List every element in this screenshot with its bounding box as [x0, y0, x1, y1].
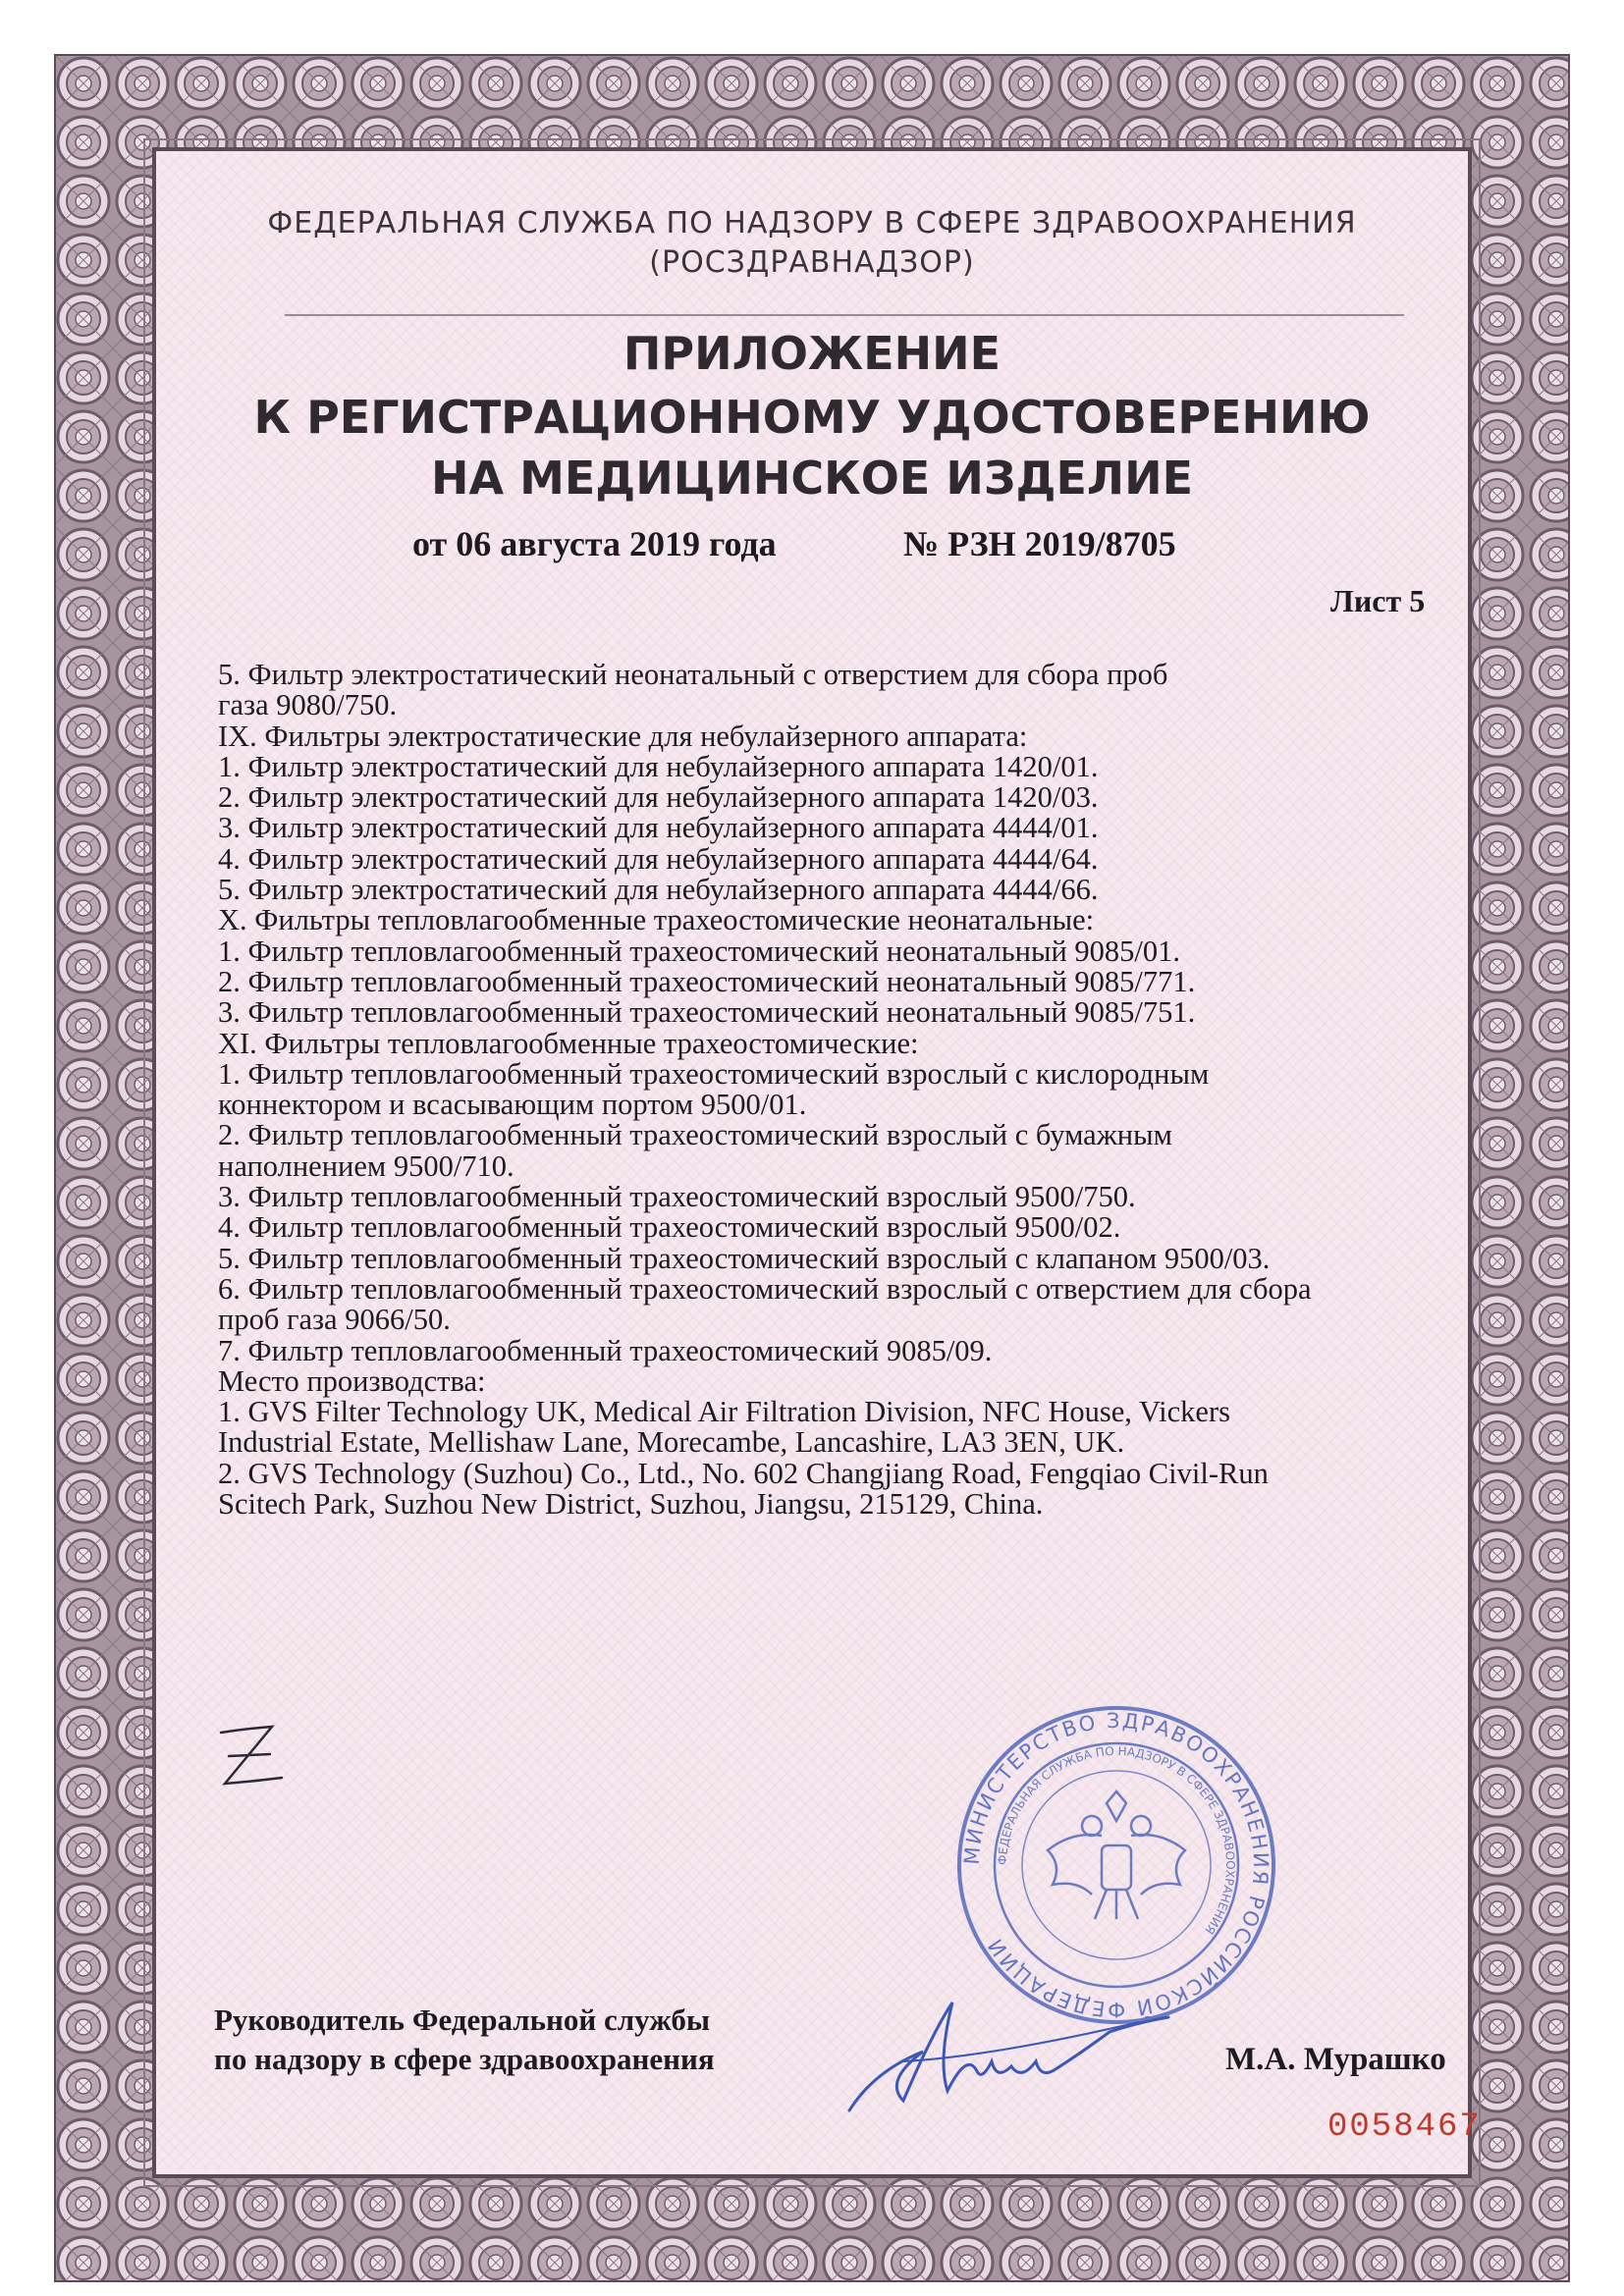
signatory-title-line2: по надзору в сфере здравоохранения — [214, 2042, 715, 2076]
body-line: 3. Фильтр электростатический для небулайзерного аппарата 4444/01. — [218, 811, 1099, 845]
body-line: 2. Фильтр тепловлагообменный трахеостомический взрослый с бумажным — [218, 1118, 1172, 1152]
header-divider — [285, 314, 1404, 316]
document-title: ПРИЛОЖЕНИЕ — [623, 327, 1001, 380]
stamp-ring-text: МИНИСТЕРСТВО ЗДРАВООХРАНЕНИЯ РОССИЙСКОЙ ФЕДЕРАЦИИ — [959, 1708, 1273, 2022]
agency-abbreviation: (РОСЗДРАВНАДЗОР) — [649, 245, 975, 280]
signatory-title — [214, 2001, 715, 2079]
signatory-title-line1: Руководитель Федеральной службы — [214, 2002, 711, 2037]
body-line: 2. Фильтр электростатический для небулайзерного аппарата 1420/03. — [218, 780, 1099, 815]
body-line: 7. Фильтр тепловлагообменный трахеостомический 9085/09. — [218, 1333, 993, 1367]
body-line: 2. Фильтр тепловлагообменный трахеостомический неонатальный 9085/771. — [218, 964, 1196, 998]
body-line: коннектором и всасывающим портом 9500/01. — [218, 1088, 807, 1122]
body-line: X. Фильтры тепловлагообменные трахеостомические неонатальные: — [218, 903, 1095, 937]
body-text — [218, 660, 1465, 1520]
body-line: проб газа 9066/50. — [218, 1303, 451, 1337]
body-line: 6. Фильтр тепловлагообменный трахеостомический взрослый с отверстием для сбора — [218, 1271, 1312, 1306]
body-line: 4. Фильтр электростатический для небулайзерного аппарата 4444/64. — [218, 841, 1099, 876]
registration-number: № РЗН 2019/8705 — [903, 524, 1176, 563]
body-line: 3. Фильтр тепловлагообменный трахеостомический взрослый 9500/750. — [218, 1180, 1136, 1214]
issue-date: от 06 августа 2019 года — [412, 524, 777, 563]
serial-number: 0058467 — [1327, 2109, 1482, 2146]
body-line: Scitech Park, Suzhou New District, Suzhou, Jiangsu, 215129, China. — [218, 1487, 1044, 1522]
body-line: 3. Фильтр тепловлагообменный трахеостомический неонатальный 9085/751. — [218, 995, 1196, 1030]
handwritten-z-mark — [211, 1713, 290, 1801]
document-subtitle-line1: К РЕГИСТРАЦИОННОМУ УДОСТОВЕРЕНИЮ — [253, 391, 1371, 444]
body-line: 1. Фильтр тепловлагообменный трахеостомический взрослый с кислородным — [218, 1056, 1210, 1091]
body-line: 1. Фильтр электростатический для небулайзерного аппарата 1420/01. — [218, 749, 1099, 783]
agency-name: ФЕДЕРАЛЬНАЯ СЛУЖБА ПО НАДЗОРУ В СФЕРЕ ЗДРАВООХРАНЕНИЯ — [267, 206, 1357, 240]
body-line: XI. Фильтры тепловлагообменные трахеостомические: — [218, 1026, 919, 1060]
body-line: 4. Фильтр тепловлагообменный трахеостомический взрослый 9500/02. — [218, 1210, 1121, 1245]
body-line: 5. Фильтр электростатический для небулайзерного аппарата 4444/66. — [218, 873, 1099, 907]
signatory-name: М.А. Мурашко — [1225, 2042, 1446, 2077]
document-subtitle-line2: НА МЕДИЦИНСКОЕ ИЗДЕЛИЕ — [430, 452, 1194, 505]
body-line: Место производства: — [218, 1363, 486, 1398]
body-line: 5. Фильтр тепловлагообменный трахеостомический взрослый с клапаном 9500/03. — [218, 1241, 1271, 1275]
body-line: 1. GVS Filter Technology UK, Medical Air Filtration Division, NFC House, Vickers — [218, 1395, 1230, 1429]
handwritten-signature — [844, 1963, 1178, 2120]
body-line: наполнением 9500/710. — [218, 1148, 514, 1183]
body-line: газа 9080/750. — [218, 688, 398, 722]
stamp-inner-text: ФЕДЕРАЛЬНАЯ СЛУЖБА ПО НАДЗОРУ В СФЕРЕ ЗДРАВООХРАНЕНИЯ — [995, 1743, 1238, 1937]
body-line: Industrial Estate, Mellishaw Lane, Morecambe, Lancashire, LA3 3EN, UK. — [218, 1425, 1125, 1460]
body-line: IX. Фильтры электростатические для небулайзерного аппарата: — [218, 719, 1028, 753]
sheet-number: Лист 5 — [1330, 583, 1426, 618]
body-line: 5. Фильтр электростатический неонатальный с отверстием для сбора проб — [218, 658, 1168, 691]
body-line: 2. GVS Technology (Suzhou) Co., Ltd., No. 602 Changjiang Road, Fengqiao Civil-Run — [218, 1456, 1269, 1490]
eagle-emblem-icon — [1048, 1791, 1185, 1919]
body-line: 1. Фильтр тепловлагообменный трахеостомический неонатальный 9085/01. — [218, 934, 1180, 968]
